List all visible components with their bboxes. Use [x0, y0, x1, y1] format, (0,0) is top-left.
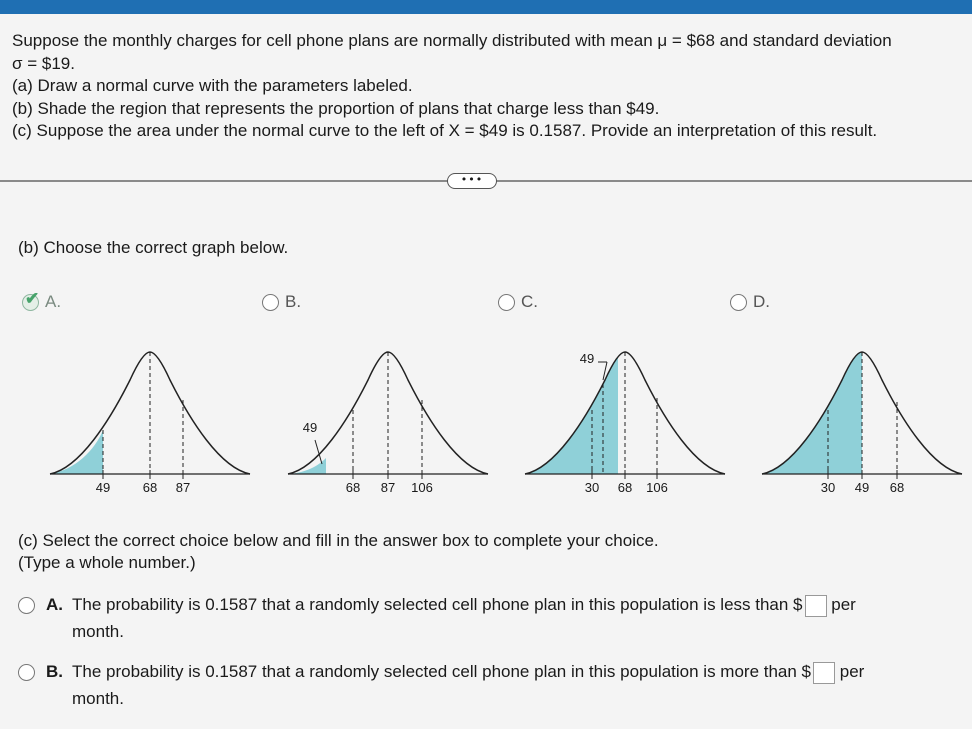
graph-b-tick-label-3: 106: [411, 480, 433, 495]
graph-b-tick-label-1: 68: [345, 480, 361, 495]
graph-c-shade-label: 49: [579, 351, 595, 366]
graph-d-tick-label-1: 30: [820, 480, 836, 495]
answer-b-input[interactable]: [813, 662, 835, 684]
graph-a-shaded-region: [50, 430, 103, 474]
question-line-1: Suppose the monthly charges for cell phone plans are normally distributed with mean μ = $68 and standard deviation: [12, 31, 892, 50]
top-accent-bar: [0, 0, 972, 14]
option-b-letter: B.: [285, 292, 302, 311]
checkmark-icon: ✔: [25, 288, 40, 308]
option-b[interactable]: [262, 290, 301, 314]
graph-c-tick-label-3: 106: [646, 480, 668, 495]
option-d[interactable]: [730, 290, 770, 314]
part-c-prompt: (c) Select the correct choice below and fill in the answer box to complete your choice.: [18, 531, 659, 550]
answer-a-input[interactable]: [805, 595, 827, 617]
option-c-letter: C.: [521, 292, 538, 311]
graph-c-tick-label-1: 30: [584, 480, 600, 495]
part-c-section: [18, 530, 659, 574]
graph-c[interactable]: [525, 340, 725, 480]
answer-b-suffix: per: [839, 662, 865, 681]
option-c-radio[interactable]: [498, 294, 515, 311]
graph-c-tick-label-2: 68: [617, 480, 633, 495]
more-button[interactable]: •••: [447, 173, 497, 189]
part-b-prompt: (b) Choose the correct graph below.: [18, 238, 289, 257]
graph-d[interactable]: [762, 340, 962, 480]
graph-d-tick-label-3: 68: [889, 480, 905, 495]
graph-a[interactable]: [50, 340, 250, 480]
question-line-3: (a) Draw a normal curve with the parameters labeled.: [12, 76, 413, 95]
graph-a-tick-label-3: 87: [175, 480, 191, 495]
option-c[interactable]: [498, 290, 538, 314]
graph-b-shade-label: 49: [302, 420, 318, 435]
graph-d-tick-label-2: 49: [854, 480, 870, 495]
answer-b-radio[interactable]: [18, 664, 35, 681]
question-line-2: σ = $19.: [12, 53, 75, 73]
option-b-radio[interactable]: [262, 294, 279, 311]
answer-a-text: The probability is 0.1587 that a randomly selected cell phone plan in this population is less than $: [72, 595, 803, 614]
answer-a-letter: A.: [46, 595, 63, 614]
graph-a-tick-label-1: 49: [95, 480, 111, 495]
graph-a-tick-label-2: 68: [142, 480, 158, 495]
answer-b-letter: B.: [46, 662, 63, 681]
question-line-4: (b) Shade the region that represents the proportion of plans that charge less than $49.: [12, 98, 660, 118]
answer-b-continuation: month.: [72, 689, 124, 708]
answer-a-suffix: per: [831, 595, 856, 614]
graph-b[interactable]: [288, 340, 488, 480]
option-a-letter: A.: [45, 292, 62, 311]
option-d-radio[interactable]: [730, 294, 747, 311]
option-a[interactable]: [22, 290, 61, 314]
option-d-letter: D.: [753, 292, 770, 311]
graph-b-curve: [288, 352, 488, 474]
graph-b-tick-label-2: 87: [380, 480, 396, 495]
part-c-hint: (Type a whole number.): [18, 553, 196, 572]
answer-a-continuation: month.: [72, 622, 124, 641]
graph-a-curve: [50, 352, 250, 474]
answer-a-text-line: [72, 591, 856, 619]
answer-choice-b[interactable]: [14, 658, 954, 714]
question-line-5: (c) Suppose the area under the normal curve to the left of X = $49 is 0.1587. Provide an interpretation of this result.: [12, 121, 878, 140]
option-a-radio[interactable]: [22, 288, 40, 311]
answer-a-radio[interactable]: [18, 597, 35, 614]
graph-c-curve: [525, 352, 725, 474]
answer-b-text: The probability is 0.1587 that a randomly selected cell phone plan in this population is more than $: [72, 662, 812, 681]
answer-b-text-line: [72, 658, 864, 686]
question-text: [12, 30, 962, 143]
answer-choice-a[interactable]: [14, 591, 954, 647]
